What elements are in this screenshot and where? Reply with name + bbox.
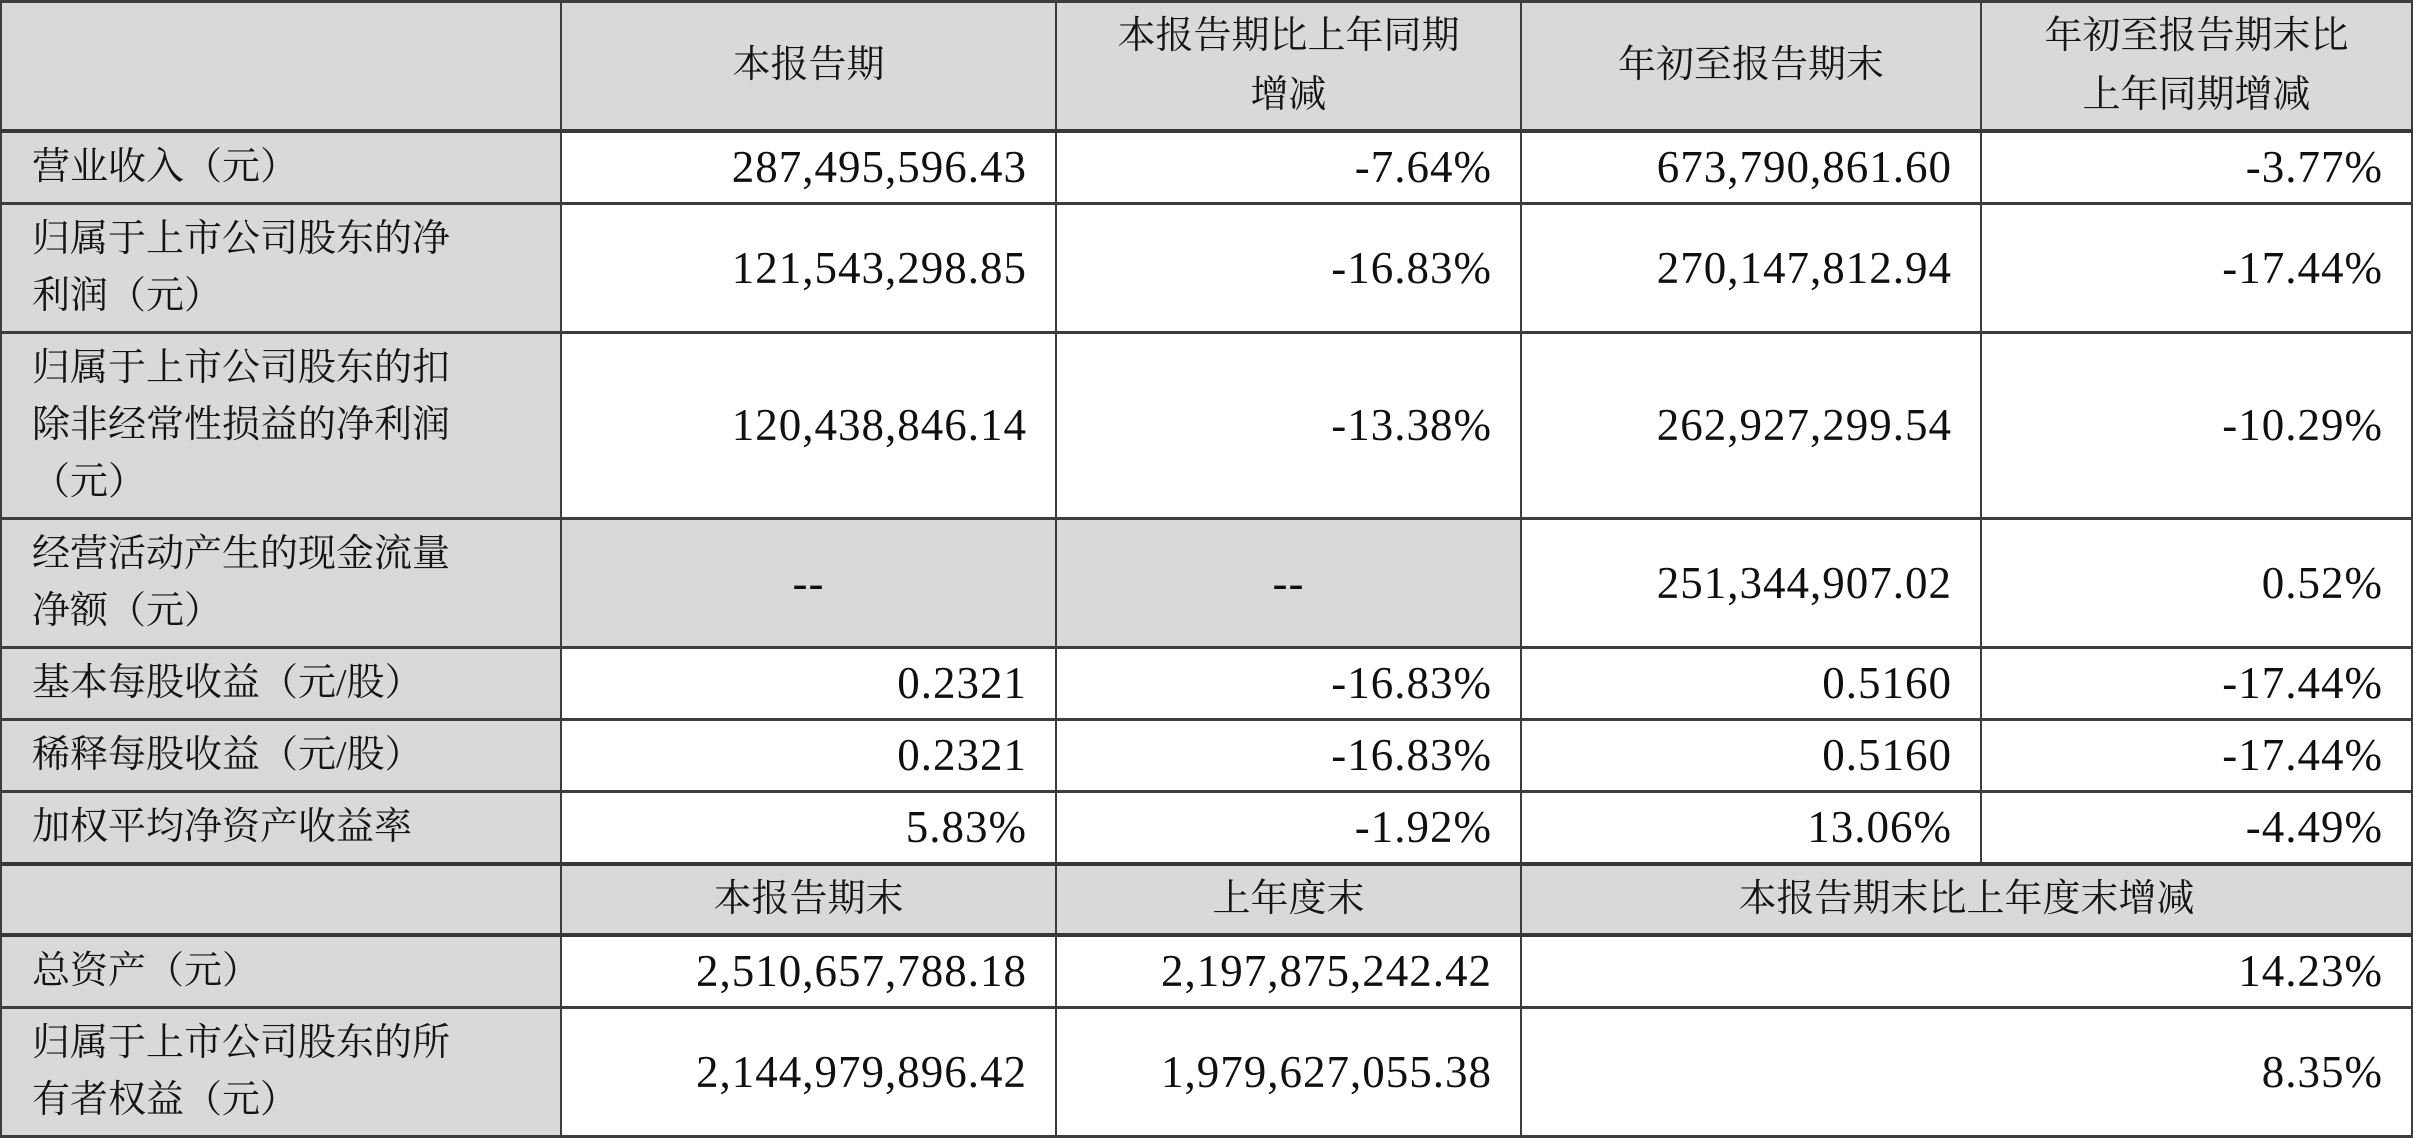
cell-value: 8.35%: [1521, 1007, 2412, 1136]
cell-value: -16.83%: [1056, 203, 1521, 332]
cell-value: 0.5160: [1521, 719, 1981, 791]
cell-value: 120,438,846.14: [561, 332, 1056, 518]
header-ytd-yoy: 年初至报告期末比上年同期增减: [1981, 2, 2412, 131]
row-label: 基本每股收益（元/股）: [1, 647, 561, 719]
subheader-period-end-vs-prior: 本报告期末比上年度末增减: [1521, 864, 2412, 935]
table-row-revenue: [1, 131, 2412, 204]
cell-value: 262,927,299.54: [1521, 332, 1981, 518]
cell-value: -16.83%: [1056, 647, 1521, 719]
table-row-weighted-roe: [1, 791, 2412, 864]
cell-value: -3.77%: [1981, 131, 2412, 204]
table-header-row: [1, 2, 2412, 131]
cell-value: -13.38%: [1056, 332, 1521, 518]
cell-value: 0.5160: [1521, 647, 1981, 719]
cell-value: -1.92%: [1056, 791, 1521, 864]
row-label: 归属于上市公司股东的扣除非经常性损益的净利润（元）: [1, 332, 561, 518]
cell-value: 1,979,627,055.38: [1056, 1007, 1521, 1136]
row-label: 归属于上市公司股东的所有者权益（元）: [1, 1007, 561, 1136]
table-subheader-row: [1, 864, 2412, 935]
header-blank-cell: [1, 2, 561, 131]
subheader-blank-cell: [1, 864, 561, 935]
subheader-prior-year-end: 上年度末: [1056, 864, 1521, 935]
cell-value: -4.49%: [1981, 791, 2412, 864]
row-label: 营业收入（元）: [1, 131, 561, 204]
table-row-owners-equity: [1, 1007, 2412, 1136]
cell-value: 5.83%: [561, 791, 1056, 864]
cell-value: 287,495,596.43: [561, 131, 1056, 204]
cell-value: -16.83%: [1056, 719, 1521, 791]
header-current-period: 本报告期: [561, 2, 1056, 131]
row-label: 归属于上市公司股东的净利润（元）: [1, 203, 561, 332]
cell-value: 0.52%: [1981, 518, 2412, 647]
table-row-basic-eps: [1, 647, 2412, 719]
cell-value: 14.23%: [1521, 935, 2412, 1008]
cell-value: --: [561, 518, 1056, 647]
cell-value: -17.44%: [1981, 203, 2412, 332]
header-ytd: 年初至报告期末: [1521, 2, 1981, 131]
cell-value: 2,510,657,788.18: [561, 935, 1056, 1008]
cell-value: -7.64%: [1056, 131, 1521, 204]
table-row-diluted-eps: [1, 719, 2412, 791]
row-label: 加权平均净资产收益率: [1, 791, 561, 864]
cell-value: 270,147,812.94: [1521, 203, 1981, 332]
subheader-period-end: 本报告期末: [561, 864, 1056, 935]
header-current-period-yoy: 本报告期比上年同期增减: [1056, 2, 1521, 131]
row-label: 经营活动产生的现金流量净额（元）: [1, 518, 561, 647]
table-row-net-profit-excl-nonrecurring: [1, 332, 2412, 518]
cell-value: 0.2321: [561, 719, 1056, 791]
cell-value: 2,197,875,242.42: [1056, 935, 1521, 1008]
cell-value: 2,144,979,896.42: [561, 1007, 1056, 1136]
table-row-operating-cash-flow: [1, 518, 2412, 647]
table-row-net-profit: [1, 203, 2412, 332]
cell-value: -17.44%: [1981, 719, 2412, 791]
cell-value: --: [1056, 518, 1521, 647]
cell-value: 251,344,907.02: [1521, 518, 1981, 647]
cell-value: -10.29%: [1981, 332, 2412, 518]
row-label: 稀释每股收益（元/股）: [1, 719, 561, 791]
cell-value: 673,790,861.60: [1521, 131, 1981, 204]
cell-value: 13.06%: [1521, 791, 1981, 864]
cell-value: 121,543,298.85: [561, 203, 1056, 332]
row-label: 总资产（元）: [1, 935, 561, 1008]
cell-value: 0.2321: [561, 647, 1056, 719]
cell-value: -17.44%: [1981, 647, 2412, 719]
table-row-total-assets: [1, 935, 2412, 1008]
